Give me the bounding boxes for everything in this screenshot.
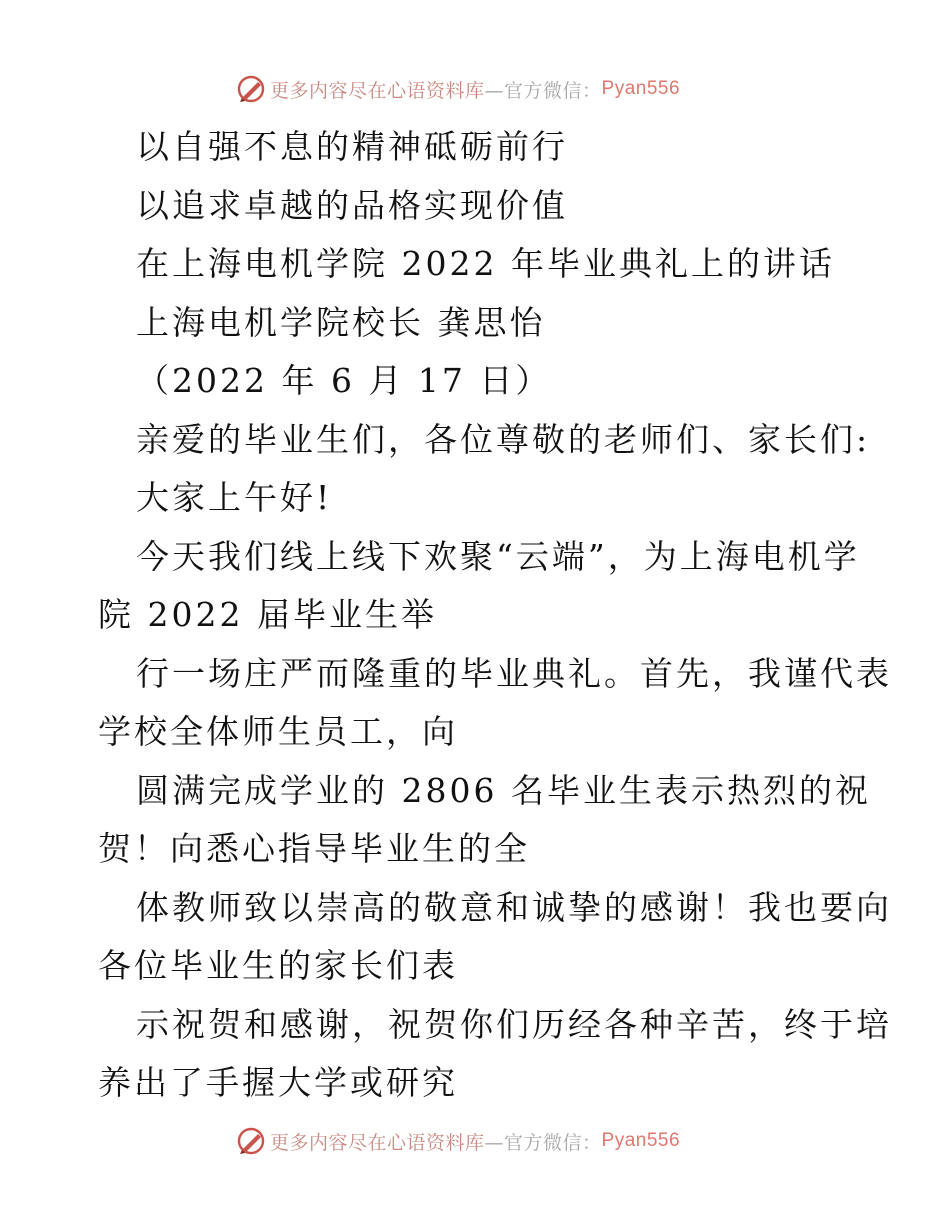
- watermark-side-text: —官方微信：: [484, 1131, 602, 1154]
- title-line-2: 以追求卓越的品格实现价值: [136, 185, 568, 225]
- paragraph-line: 各位毕业生的家长们表: [98, 946, 458, 985]
- paragraph-line: 养出了手握大学或研究: [98, 1063, 458, 1102]
- paragraph-line: 行一场庄严而隆重的毕业典礼。首先，我谨代表: [136, 653, 892, 693]
- paragraph-line: 体教师致以崇高的敬意和诚挚的感谢！我也要向: [136, 887, 892, 927]
- subtitle-line: 在上海电机学院 2022 年毕业典礼上的讲话: [136, 244, 835, 283]
- paragraph-line: 贺！向悉心指导毕业生的全: [98, 829, 530, 868]
- greeting-line: 大家上午好!: [136, 478, 333, 517]
- title-line-1: 以自强不息的精神砥砺前行: [136, 127, 568, 166]
- salutation-line: 亲爱的毕业生们，各位尊敬的老师们、家长们:: [136, 419, 871, 459]
- paragraph-line: 学校全体师生员工，向: [98, 712, 458, 751]
- paragraph-line: 示祝贺和感谢，祝贺你们历经各种辛苦，终于培: [136, 1004, 892, 1044]
- paragraph-line: 圆满完成学业的 2806 名毕业生表示热烈的祝: [136, 770, 871, 810]
- watermark-main-text: 更多内容尽在心语资料库: [270, 1131, 485, 1154]
- author-line: 上海电机学院校长 龚思怡: [136, 302, 546, 342]
- watermark-wechat-id: Pyan556: [601, 78, 681, 99]
- pen-logo-icon: [236, 1126, 266, 1156]
- watermark-main-text: 更多内容尽在心语资料库: [270, 79, 485, 102]
- paragraph-line: 今天我们线上线下欢聚“云端”，为上海电机学: [136, 536, 860, 576]
- pen-logo-icon: [236, 74, 266, 104]
- date-line: （2022 年 6 月 17 日）: [136, 361, 552, 400]
- watermark-wechat-id: Pyan556: [601, 1130, 681, 1151]
- footer-watermark: [236, 1124, 680, 1158]
- paragraph-line: 院 2022 届毕业生举: [98, 595, 437, 634]
- header-watermark: [236, 72, 680, 106]
- watermark-side-text: —官方微信：: [484, 79, 602, 102]
- document-body: [98, 118, 892, 1113]
